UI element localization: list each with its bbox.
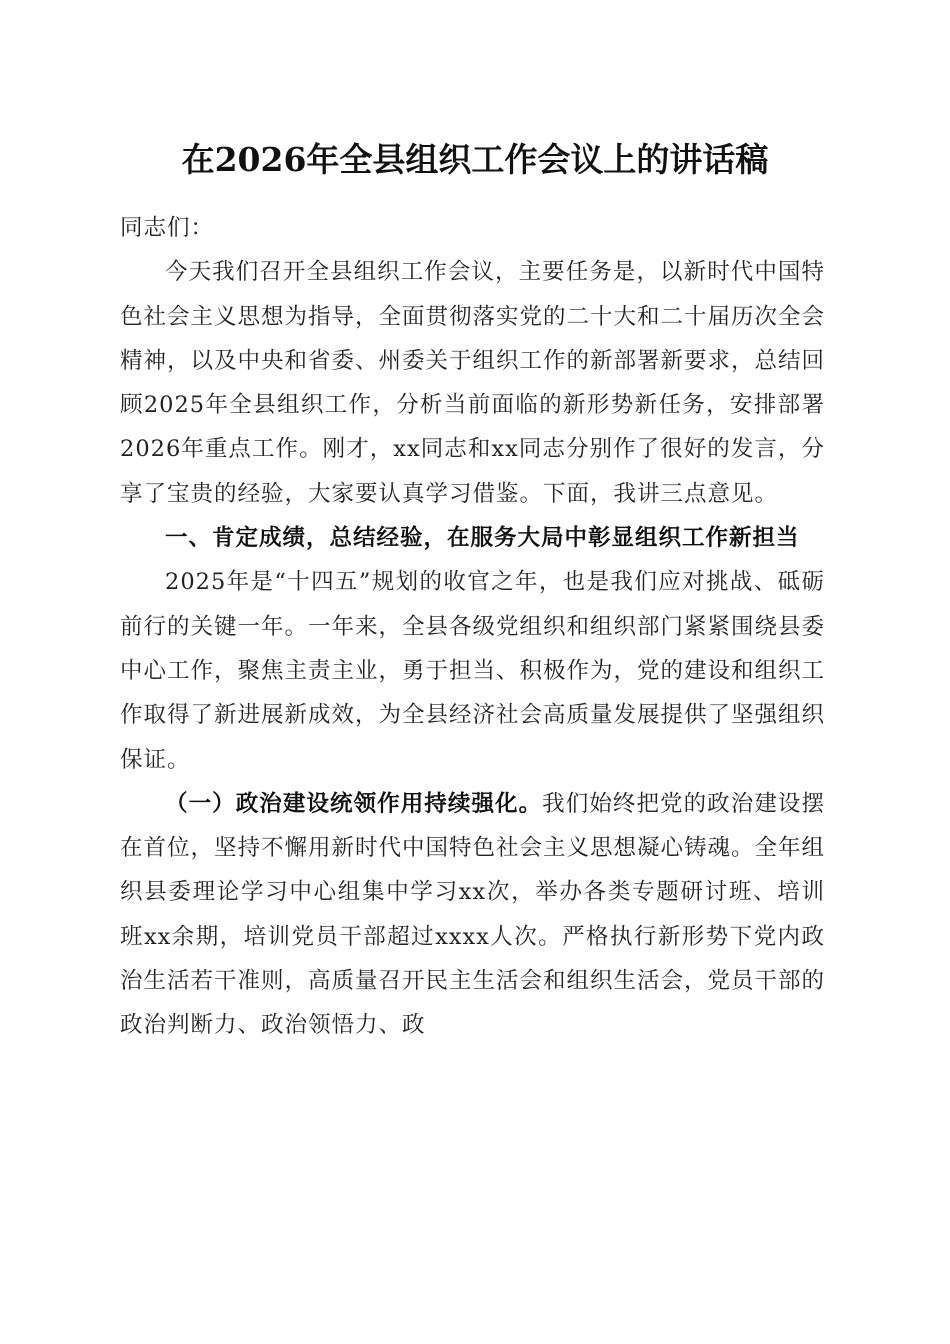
document-title: 在2026年全县组织工作会议上的讲话稿 — [181, 140, 769, 179]
subsection-1-heading: （一）政治建设统领作用持续强化。 — [165, 790, 543, 817]
subsection-1-text: 我们始终把党的政治建设摆在首位，坚持不懈用新时代中国特色社会主义思想凝心铸魂。全年组织县委理论学习中心组集中学习xx次，举办各类专题研讨班、培训班xx余期，培训党员干部超过xxxx人次。严格执行新形势下党内政治生活若干准则，高质量召开民主生活会和组织生活会，党员干部的政治判断力、政治领悟力、政 — [120, 790, 826, 1039]
document-body — [120, 206, 825, 1048]
section-1-paragraph: 2025年是“十四五”规划的收官之年，也是我们应对挑战、砥砺前行的关键一年。一年来，全县各级党组织和组织部门紧紧围绕县委中心工作，聚焦主责主业，勇于担当、积极作为，党的建设和组织工作取得了新进展新成效，为全县经济社会高质量发展提供了坚强组织保证。 — [120, 569, 826, 773]
intro-paragraph: 今天我们召开全县组织工作会议，主要任务是，以新时代中国特色社会主义思想为指导，全面贯彻落实党的二十大和二十届历次全会精神，以及中央和省委、州委关于组织工作的新部署新要求，总结回顾2025年全县组织工作，分析当前面临的新形势新任务，安排部署2026年重点工作。刚才，xx同志和xx同志分别作了很好的发言，分享了宝贵的经验，大家要认真学习借鉴。下面，我讲三点意见。 — [120, 259, 826, 507]
salutation: 同志们： — [120, 215, 215, 241]
subsection-1-paragraph — [120, 782, 825, 1048]
section-1-heading: 一、肯定成绩，总结经验，在服务大局中彰显组织工作新担当 — [165, 525, 800, 552]
